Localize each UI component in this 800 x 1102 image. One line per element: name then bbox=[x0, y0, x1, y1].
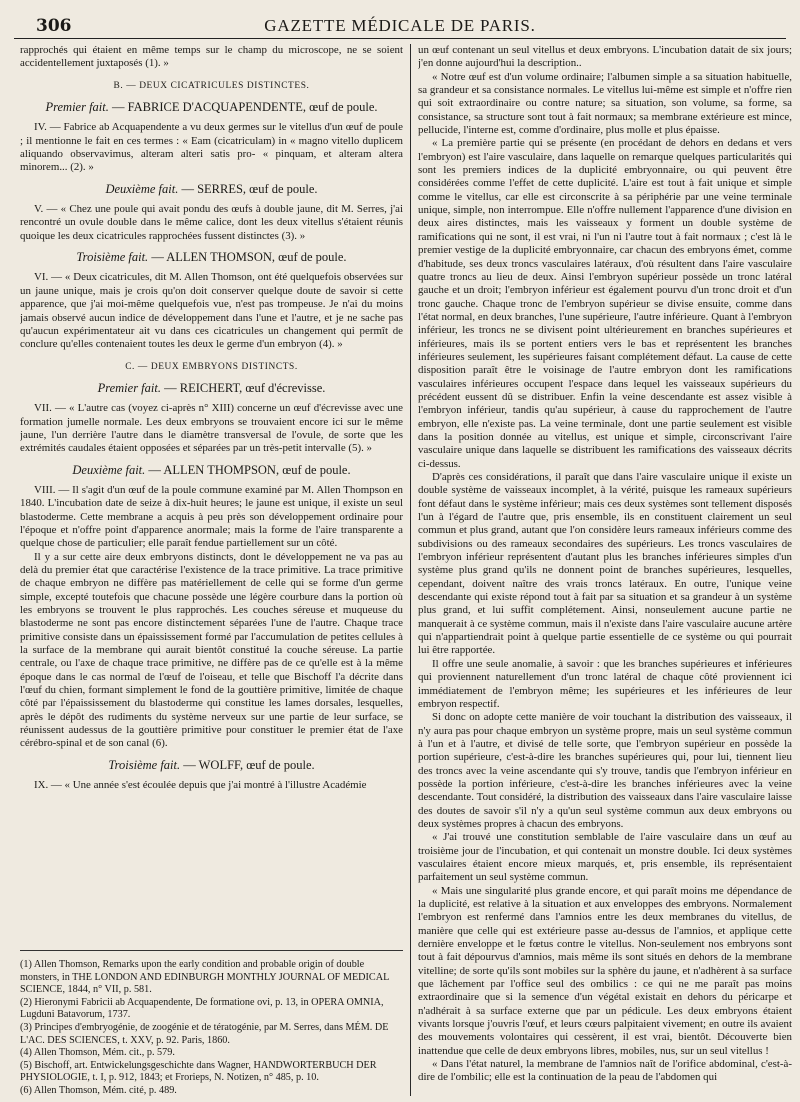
paragraph: « J'ai trouvé une constitution semblable de l'aire vasculaire dans un œuf au troisième jour de l'incubation, et qui contenait un monstre double. Ici deux systèmes vasculaires étaient encore mieux marqués, et, pris ensemble, ils représentaient parfaitement un seul système commun. bbox=[418, 831, 792, 884]
paragraph: D'après ces considérations, il paraît que dans l'aire vasculaire unique il existe un double système de vaisseaux incomplet, à la vérité, puisque les rameaux supérieurs font défaut dans le système inférieur; mais ces deux systèmes sont tellement disposés l'un à l'égard de l'autre que, pris ensemble, ils en constituent clairement un seul commun et plus grand, autant que l'on considère leurs rameaux inférieurs comme des subdivisions ou des rameaux secondaires des supérieurs. Les troncs vasculaires de l'embryon inférieur représentent d'autant plus les branches inférieures simples d'un système plus grand qu'ils ne donnent point de branches supérieures, lesquelles, cependant, doivent naître des vrais troncs latéraux. En outre, l'unique veine descendante qui existe répond tout à fait par sa situation et sa grandeur à un système plus grand, et lui suffit complétement. Ainsi, nonseulement aucune partie ne manquerait à ce système commun, mais il n'existe dans l'aire vasculaire aucune artère qui n'appartiendrait point à quelque partie essentielle de ce système ou qui pourrait lui être rapportée. bbox=[418, 471, 792, 657]
paragraph: « Dans l'état naturel, la membrane de l'amnios naît de l'orifice abdominal, c'est-à-dire de l'ombilic; elle est la continuation de la peau de l'abdomen qui bbox=[418, 1058, 792, 1084]
paragraph: Il offre une seule anomalie, à savoir : que les branches supérieures et inférieures qui proviennent naturellement d'un tronc latéral de chaque côté proviennent ici immédiatement de l'embryon même; les supérieures et les inférieures de leur embryon respectif. bbox=[418, 657, 792, 710]
left-column bbox=[20, 44, 403, 944]
footnote: (1) Allen Thomson, Remarks upon the early condition and probable origin of double monsters, in THE LONDON AND EDINBURGH MONTHLY JOURNAL OF MEDICAL SCIENCE, 1844, n° VII, p. 581. bbox=[20, 959, 389, 996]
page-number: 306 bbox=[36, 16, 72, 36]
paragraph: rapprochés qui étaient en même temps sur le champ du microscope, ne se soient accidentellement juxtaposés (1). » bbox=[20, 44, 403, 70]
footnote: (4) Allen Thomson, Mém. cit., p. 579. bbox=[20, 1047, 175, 1059]
case-author: — FABRICE D'ACQUAPENDENTE, œuf de poule. bbox=[112, 100, 378, 115]
right-column bbox=[418, 44, 792, 1099]
case-heading bbox=[20, 251, 403, 264]
case-heading bbox=[20, 101, 403, 114]
case-title: Troisième fait. bbox=[108, 757, 181, 772]
paragraph: VII. — « L'autre cas (voyez ci-après n° XIII) concerne un œuf d'écrevisse avec une formation jumelle normale. Les deux embryons se trouvaient encore ici sur le même jaune, l'un derrière l'autre dans le diamètre transversal de l'ovule, de sorte que les extrémités caudales étaient opposées et séparées par un très-petit intervalle (5). » bbox=[20, 402, 403, 455]
footnote: (6) Allen Thomson, Mém. cité, p. 489. bbox=[20, 1084, 177, 1096]
column-divider bbox=[410, 44, 411, 1096]
case-author: — WOLFF, œuf de poule. bbox=[183, 757, 315, 772]
section-heading-c: C. — DEUX EMBRYONS DISTINCTS. bbox=[125, 361, 298, 372]
case-author: — SERRES, œuf de poule. bbox=[181, 181, 318, 196]
paragraph: Si donc on adopte cette manière de voir touchant la distribution des vaisseaux, il n'y aura pas pour chaque embryon un système propre, mais un seul système commun à l'un et à l'autre, et divisé de telle sorte, que l'embryon supérieur en possède la portion supérieure, c'est-à-dire les branches supérieures qui, pour lui, tiennent lieu des troncs avec la veine ascendante qui s'y trouve, tandis que l'embryon inférieur en possède la portion inférieure, c'est-à-dire les branches inférieures avec la veine descendante. Tout considéré, la distribution des vaisseaux dans l'aire vasculaire laisse des doutes de savoir s'il n'y a qu'un seul système commun aux deux embryons ou deux systèmes propres à chacun des embryons. bbox=[418, 711, 792, 830]
case-author: — ALLEN THOMSON, œuf de poule. bbox=[151, 250, 347, 265]
paragraph: VIII. — Il s'agit d'un œuf de la poule commune examiné par M. Allen Thompson en 1840. L'incubation date de seize à dix-huit heures; le jaune est unique, il existe un seul blastoderme. Cette membrane a acquis à peu près son développement ordinaire pour l'époque et n'offre point d'apparence anormale; mais la forme de l'aire transparente a quelque chose de particulier; elle paraît fendue partiellement sur un côté. bbox=[20, 483, 403, 550]
case-author: — ALLEN THOMPSON, œuf de poule. bbox=[148, 462, 351, 477]
case-title: Deuxième fait. bbox=[105, 181, 179, 196]
journal-title: GAZETTE MÉDICALE DE PARIS. bbox=[264, 16, 536, 35]
footnote-divider bbox=[20, 950, 403, 951]
case-title: Premier fait. bbox=[45, 100, 109, 115]
paragraph: V. — « Chez une poule qui avait pondu des œufs à double jaune, dit M. Serres, j'ai rencontré un ovule double dans le même calice, dont les deux vitellus s'étaient réunis quoique les deux cicatricules rapprochées fussent distinctes (3). » bbox=[20, 203, 403, 242]
paragraph: « Mais une singularité plus grande encore, et qui paraît moins me dépendance de la duplicité, est relative à la situation et aux enveloppes des embryons. Normalement l'embryon est renfermé dans l'amnios entre les deux membranes du vitellus, de manière que celle qui est extérieure passe au-dessus de l'amnios, et applique cette dernière enveloppe et le fœtus contre le vitellus. Non-seulement nos embryons sont tout à fait dépourvus d'amnios, mais même ils sont situés en dehors de la membrane vitelline; de sorte qu'ils sont mobiles sur la sphère du jaune, et n'adhèrent à sa surface que lâchement par l'office seul des ombilics : ce qui ne me paraît pas moins extraordinaire que si la semence d'un végétal existait en dehors du péricarpe et n'adhérait à sa surface externe que par un pédicule. Les deux embryons étaient vivants lorsque j'ouvris l'œuf, et leurs cœurs palpitaient vivement; en outre ils avaient des mouvements volontaires qui cessèrent, il est vrai, bientôt. Découverte bien inattendue que celle de deux embryons libres, mobiles, nus, sur un seul vitellus ! bbox=[418, 884, 792, 1057]
paragraph: VI. — « Deux cicatricules, dit M. Allen Thomson, ont été quelquefois observées sur un jaune unique, mais je crois qu'on doit conserver quelque doute de savoir si cette apparence, que j'ai moi-même quelquefois vue, n'est pas trompeuse. Je n'ai du moins jamais observé aucun indice de développement dans l'une et l'autre, et je ne sache pas qu'aucun expérimentateur ait vu dans ces cicatricules un changement qui permît de conclure qu'elles contenaient toutes les deux le germe d'un embryon (4). » bbox=[20, 271, 403, 351]
case-heading bbox=[20, 464, 403, 477]
section-heading-b: B. — DEUX CICATRICULES DISTINCTES. bbox=[113, 80, 310, 91]
case-title: Troisième fait. bbox=[76, 250, 149, 265]
case-title: Deuxième fait. bbox=[72, 462, 146, 477]
footnotes bbox=[20, 950, 403, 1098]
case-heading bbox=[20, 183, 403, 196]
paragraph: « La première partie qui se présente (en procédant de dehors en dedans et vers l'embryon) est l'aire vasculaire, dans laquelle on remarque quelques particularités qui sont les premiers indices de la duplicité embryonnaire, ou qui peuvent être considérées comme l'effet de cette duplicité. L'aire est tout à fait unique et simple comme le vitellus, car elle est circonscrite à sa périphérie par une veine terminale unique, simple, non interrompue. Elle n'offre nullement l'apparence d'une division en deux aires distinctes, mais les vaisseaux y forment un double système de ramifications qui ne sont, il est vrai, ni l'un ni l'autre tout à fait normaux ; c'est là le premier vestige de la duplicité embryonnaire, car chacun des embryons émet, comme d'habitude, ses deux troncs vasculaires latéraux, d'où résultent dans l'aire vasculaire quatre troncs au lieu de deux. Ainsi l'embryon supérieur possède un tronc latéral gauche et un droit; l'embryon inférieur est également pourvu d'un tronc droit et d'un tronc gauche. Chaque tronc de l'embryon supérieur se divise ensuite, comme dans l'état normal, en deux branches, l'une supérieure, l'autre inférieure. Quant à l'embryon inférieur, les troncs ne se divisent point ultérieurement en branches supérieures et inférieures, mais ils se portent entiers vers le bas et représentent les branches inférieures seulement, les supérieures faisant complétement défaut. La cause de cette disposition paraît être le voisinage de l'autre embryon dont les ramifications vasculaires inférieures occupent l'espace dans lequel les vaisseaux supérieurs du précédent eussent dû se distribuer. Enfin la veine descendante est assez visible à l'embryon inférieur, tandis qu'au supérieur, à cause du rapprochement de l'autre embryon, elle n'existe pas. La veine terminale, dont une partie seulement est visible dans la position donnée au vitellus, est unique et simple, circonscrivant l'aire vasculaire unique dans laquelle se distribuent les ramifications des vaisseaux décrits ci-dessus. bbox=[418, 137, 792, 470]
paragraph: IX. — « Une année s'est écoulée depuis que j'ai montré à l'illustre Académie bbox=[34, 779, 367, 792]
paragraph: « Notre œuf est d'un volume ordinaire; l'albumen simple a sa situation habituelle, sa grandeur et sa consistance normales. Le vitellus lui-même est simple et n'offre rien qui soit extraordinaire ou contre nature; sa situation, son volume, sa forme, sa consistance, sa structure sont tout à fait normaux; sa membrane extérieure est mince, pellucide, l'interne est, comme d'ordinaire, plus molle et plus épaisse. bbox=[418, 70, 792, 137]
footnote: (5) Bischoff, art. Entwickelungsgeschichte dans Wagner, HANDWORTERBUCH DER PHYSIOLOGIE, t. I, p. 912, 1843; et Frorieps, N. Notizen, n° 485, p. 10. bbox=[20, 1059, 377, 1084]
page-header bbox=[14, 14, 786, 39]
case-title: Premier fait. bbox=[97, 380, 161, 395]
case-author: — REICHERT, œuf d'écrevisse. bbox=[164, 380, 326, 395]
footnote: (3) Principes d'embryogénie, de zoogénie et de tératogénie, par M. Serres, dans MÉM. DE L'AC. DES SCIENCES, t. XXV, p. 92. Paris, 1860. bbox=[20, 1021, 389, 1046]
paragraph: Il y a sur cette aire deux embryons distincts, dont le développement ne va pas au delà du premier état que caractérise l'existence de la trace primitive. La trace primitive de chaque embryon ne diffère pas matériellement de celle qui se forme d'un germe simple, excepté toutefois que chacune possède une légère courbure dans la portion où les embryons se trouvent le plus rapprochés. Les couches séreuse et muqueuse du blastoderme ne sont pas encore distinctement séparées l'une de l'autre. Chaque trace primitive consiste dans un épaississement formé par l'accumulation de petites cellules à la surface de la membrane qui aurait bientôt constitué la couche séreuse. La partie centrale, ou l'axe de chaque trace primitive, ne diffère pas de ce qu'elle est à la même époque dans le cas normal de l'œuf de l'oiseau, et telle que Bischoff l'a décrite dans l'œuf du chien, formant simplement le fond de la gouttière primitive, limitée de chaque côté par l'épaississement du blastoderme qui constitue les lames dorsales, lesquelles, après le dépôt des rudiments du système nerveux sur une partie de leur surface, se réunissent audessus de la gouttière primitive pour constituer le premier état de l'axe cérébro-spinal et de son canal (6). bbox=[20, 550, 403, 750]
case-heading bbox=[20, 759, 403, 772]
paragraph: IV. — Fabrice ab Acquapendente a vu deux germes sur le vitellus d'un œuf de poule ; il mentionne le fait en ces termes : « Eam (cicatriculam) in « magno vitello duplicem aliquando observavimus, alteram alteri satis pro- « pinquam, et alteram altera minorem... (2). » bbox=[20, 121, 403, 174]
paragraph: un œuf contenant un seul vitellus et deux embryons. L'incubation datait de six jours; j'en donne aujourd'hui la description.. bbox=[418, 44, 792, 70]
case-heading bbox=[20, 382, 403, 395]
footnote: (2) Hieronymi Fabricii ab Acquapendente, De formatione ovi, p. 13, in OPERA OMNIA, Lugduni Batavorum, 1737. bbox=[20, 996, 384, 1021]
